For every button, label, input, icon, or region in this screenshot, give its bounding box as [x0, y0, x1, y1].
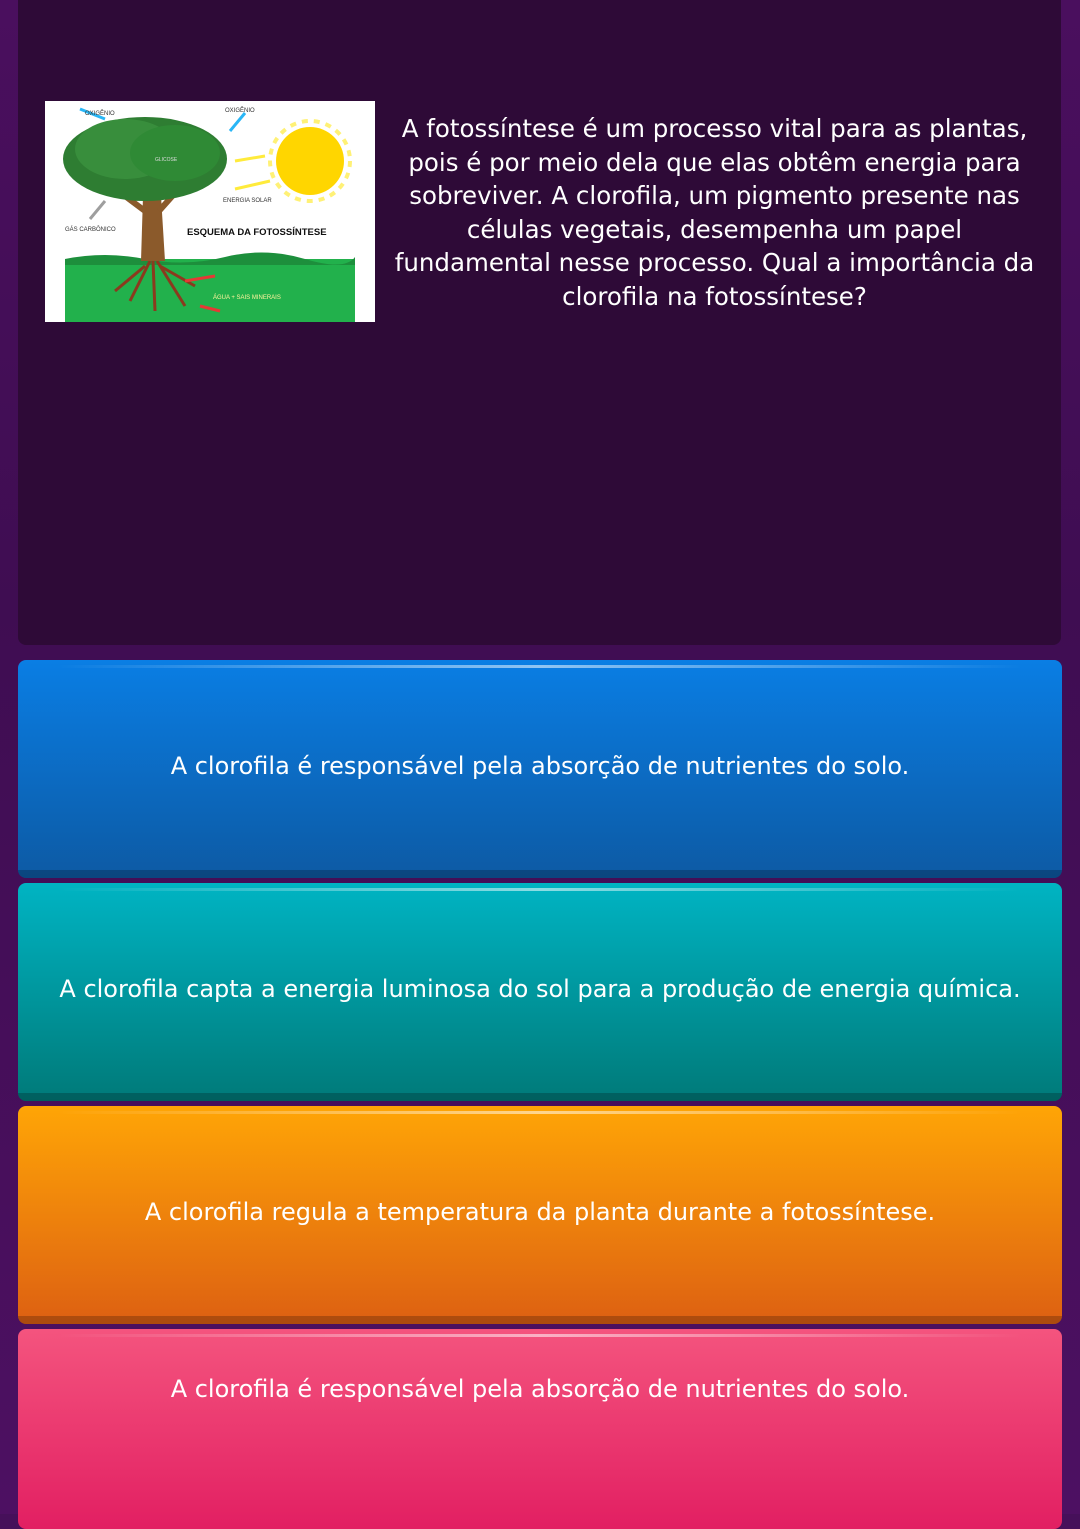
answer-shine	[58, 1334, 1022, 1337]
answer-shine	[58, 665, 1022, 668]
answer-shadow	[18, 870, 1062, 878]
label-solar-energy: ENERGIA SOLAR	[223, 198, 272, 204]
answer-option-3[interactable]	[18, 1106, 1062, 1324]
answer-shine	[58, 1111, 1022, 1114]
answer-label: A clorofila é responsável pela absorção de nutrientes do solo.	[170, 1375, 910, 1403]
label-water: ÁGUA + SAIS MINERAIS	[213, 295, 281, 301]
label-diagram-title: ESQUEMA DA FOTOSSÍNTESE	[187, 227, 327, 238]
answer-shine	[58, 888, 1022, 891]
answer-option-1[interactable]	[18, 660, 1062, 878]
answer-label: A clorofila regula a temperatura da planta durante a fotossíntese.	[144, 1198, 936, 1226]
photosynthesis-diagram	[45, 101, 375, 322]
question-text: A fotossíntese é um processo vital para as plantas, pois é por meio dela que elas obtêm energia para sobreviver. A clorofila, um pigmento presente nas células vegetais, desempenha um papel fundamental nesse processo. Qual a importância da clorofila na fotossíntese?	[394, 114, 1035, 311]
label-glucose: GLICOSE	[155, 157, 178, 163]
label-co2: GÁS CARBÔNICO	[65, 227, 116, 233]
answer-option-2[interactable]	[18, 883, 1062, 1101]
answer-shadow	[18, 1093, 1062, 1101]
answer-shadow	[18, 1316, 1062, 1324]
question-panel	[18, 0, 1061, 645]
label-oxygen-right: OXIGÊNIO	[225, 108, 255, 114]
answer-label: A clorofila é responsável pela absorção de nutrientes do solo.	[170, 752, 910, 780]
answer-label: A clorofila capta a energia luminosa do sol para a produção de energia química.	[59, 975, 1021, 1003]
answer-option-4[interactable]	[18, 1329, 1062, 1529]
label-oxygen-left: OXIGÊNIO	[85, 111, 115, 117]
question-image[interactable]	[45, 101, 375, 322]
